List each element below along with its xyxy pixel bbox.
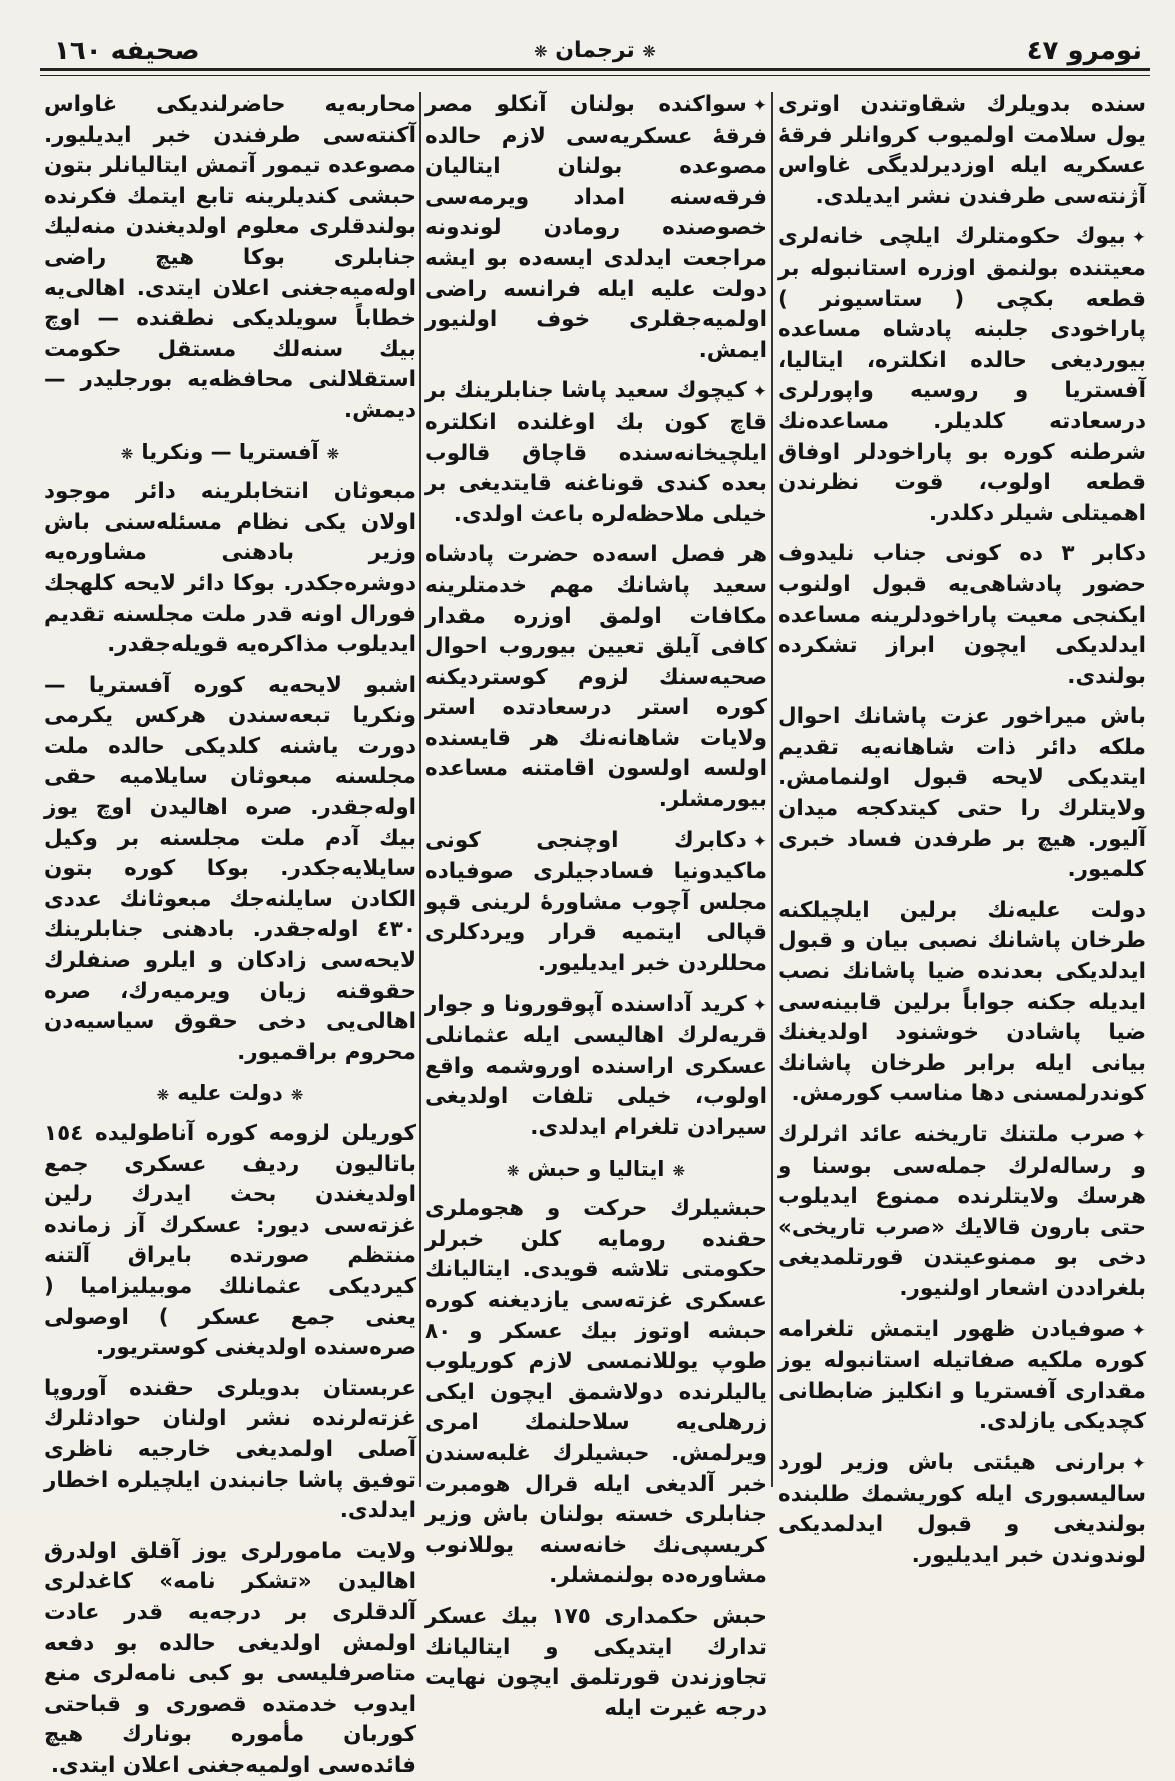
article-text: مبعوثان انتخابلرینه دائر موجود اولان یکی نظام مسئله‌سنی باش وزیر بادهنی مشاوره‌یه دوشره‌جکدر. بوکا دائر لایحه کلهجك فورال اونه قدر ملت مجلسنه تقدیم ایدیلوب مذاکره‌یه قویله‌جقدر. — [44, 479, 416, 658]
article-paragraph — [778, 90, 1146, 212]
column-middle — [425, 90, 767, 1721]
article-text: محاربه‌یه حاضرلندیکی غاواس آکنته‌سی طرفندن خبر ایدیلیور. مصوعده تیمور آتمش ایتالیانلر بتون حبشی کندیلرینه تابع ایتمك فکرنده بولندقلری معلوم اولدیغندن منه‌لیك جنابلری بوکا هیچ راضی اوله‌میه‌جغنی اعلان ایتدی. اهالی‌یه خطاباً سویلدیکی نطقنده — اوچ بیك سنه‌لك مستقل حکومت استقلالنی محافظه‌یه بورجلیدر — دیمش. — [44, 92, 416, 423]
article-text: برارنی هیئتی باش وزیر لورد سالیسبوری ایله کوریشمك طلبنده بولندیغی و قبول ایدلمدیکی لوندوندن خبر ایدیلیور. — [778, 1449, 1146, 1568]
article-text: دکابر ٣ ده کونی جناب نلیدوف حضور پادشاهی‌یه قبول اولنوب ایکنجی معیت پاراخودلرینه مساعده ایدلدیکی ایچون ابراز تشکرده بولندی. — [778, 541, 1146, 689]
article-bullet-icon: ✦ — [1131, 1453, 1146, 1474]
article-paragraph — [778, 222, 1146, 529]
ornament-icon: ❋ — [672, 1161, 686, 1180]
article-text: عربستان بدویلری حقنده آوروپا غزته‌لرنده نشر اولنان حوادثلرك آصلی اولمدیغی خارجیه ناظری توفیق پاشا جانبندن ایلچیلره اخطار ایدلدی. — [44, 1375, 416, 1524]
article-paragraph — [778, 702, 1146, 886]
page-number: صحیفه ١٦٠ — [54, 36, 200, 66]
article-paragraph — [44, 1119, 416, 1364]
article-paragraph — [778, 896, 1146, 1110]
article-paragraph — [778, 539, 1146, 692]
article-paragraph — [425, 376, 767, 530]
newspaper-title-block — [40, 38, 1150, 63]
article-text: دکابرك اوچنجی کونی ماکیدونیا فسادجیلری صوفیاده مجلس آچوب مشاورهٔ لرینی قپو قپالی ایتمیه قرار ویردکلری محللردن خبر ایدیلیور. — [425, 827, 767, 977]
article-bullet-icon: ✦ — [752, 831, 767, 852]
article-paragraph — [425, 540, 767, 815]
column-left — [44, 90, 416, 1778]
article-paragraph — [44, 477, 416, 661]
article-text: کوریلن لزومه کوره آناطولیده ١٥٤ باتالیون ردیف عسکری جمع اولدیغندن بحث ایدرك رلین غزته‌سی دیور: عسکرك آز زمانده منتظم صورتده بایراق آلتنه کیردیکی عثمانلك موبیلیزامیا ( یعنی جمع عسکر ) اوصولی صره‌سنده اولدیغنی کوستریور. — [44, 1121, 416, 1361]
column-divider — [771, 92, 773, 1487]
article-bullet-icon: ✦ — [752, 382, 767, 403]
column-divider — [419, 92, 421, 1487]
article-paragraph — [778, 1120, 1146, 1305]
ornament-icon: ❋ — [156, 1086, 170, 1105]
article-text: کرید آداسنده آپوقورونا و جوار قریه‌لرك اهالیسی ایله عثمانلی عسکری اراسنده اوروشمه واقع اولوب، خیلی تلفات اولدیغی سیرادن تلغرام ایدلدی. — [425, 991, 767, 1140]
article-paragraph — [425, 90, 767, 366]
ornament-icon: ❋ — [506, 1161, 520, 1180]
article-bullet-icon: ✦ — [1131, 1126, 1146, 1146]
section-heading-text: دولت علیه — [177, 1081, 283, 1106]
article-paragraph — [778, 1448, 1146, 1571]
article-paragraph — [425, 990, 767, 1144]
article-text: ولایت مامورلری یوز آقلق اولدرق اهالیدن «تشکر نامه» کاغدلری آلدقلری بر درجه‌یه قدر عادت اولمش اولدیغی حالده بو دفعه متاصرفلیسی بو کبی نامه‌لری منع ایدوب خدمتده قصوری و قباحتی کوربان مأموره بونارك هیچ فائده‌سی اولمیه‌جغنی اعلان ایتدی. — [44, 1538, 416, 1778]
article-text: بیوك حکومتلرك ایلچی خانه‌لری معیتنده بولنمق اوزره استانبوله بر قطعه بکچی ( ستاسیونر ) پاراخودی جلبنه پادشاه مساعده بیوردیغی حالده انکلتره، ایتالیا، آفستریا و روسیه واپورلری درسعادته کلدیلر. مساعده‌نك شرطنه کوره بو پاراخودلر اوفاق قطعه اولوب، قوت نظرندن اهمیتلی شیلر دکلدر. — [778, 224, 1146, 526]
ornament-icon: ❋ — [642, 42, 656, 61]
article-text: سواکنده بولنان آنکلو مصر فرقهٔ عسکریه‌سی لازم حالده مصوعده بولنان ایتالیان فرقه‌سنه امداد ویرمه‌سی خصوصنده رومادن لوندونه مراجعت ایدلدی ایسه‌ده بو ایشه دولت علیه ایله فرانسه راضی اولمیه‌جقلری خوف اولنیور ایمش. — [425, 92, 767, 363]
newspaper-title: ترجمان — [555, 38, 635, 63]
article-text: باش میراخور عزت پاشانك احوال ملکه دائر ذات شاهانه‌یه تقدیم ایتدیکی لایحه قبول اولنمامش. ولایتلرك را حتی کیتدکجه میدان آلیور. هیچ بر طرفدن فساد خبری کلمیور. — [778, 704, 1146, 883]
article-text: کیچوك سعید پاشا جنابلرینك بر قاچ کون بك اوغلنده انکلتره ایلچیخانه‌سنده قاچاق قالوب بعده کندی قوناغنه قایتدیغی بر خیلی ملاحظه‌لره باعث اولدی. — [425, 378, 767, 527]
article-paragraph — [44, 1374, 416, 1527]
article-paragraph — [44, 1537, 416, 1781]
ornament-icon: ❋ — [534, 42, 548, 61]
section-heading-text: آفستریا — ونکریا — [141, 439, 319, 464]
header-rule — [40, 68, 1150, 76]
article-paragraph — [425, 1194, 767, 1592]
article-bullet-icon: ✦ — [1131, 1320, 1146, 1341]
article-text: هر فصل اسه‌ده حضرت پادشاه سعید پاشانك مهم خدمتلرینه مکافات اولمق اوزره مقدار کافی آیلق تعیین بیوروب احوال صحیه‌سنك لزوم کوستردیکنه کوره استر درسعادتده استر ولایات شاهانه‌نك هر قایسنده اولسه اولسون اقامتنه مساعده بیورمشلر. — [425, 542, 767, 813]
section-heading-text: ایتالیا و حبش — [527, 1156, 665, 1181]
ornament-icon: ❋ — [290, 1086, 304, 1105]
article-paragraph — [425, 1602, 767, 1724]
ornament-icon: ❋ — [326, 444, 340, 463]
article-paragraph — [425, 826, 767, 980]
article-text: حبش حکمداری ١٧٥ بیك عسکر تدارك ایتدیکی و ایتالیانك تجاوزندن قورتلمق ایچون نهایت درجه غیرت ایله — [425, 1603, 767, 1721]
section-heading — [425, 1154, 767, 1187]
article-text: دولت علیه‌نك برلین ایلچیلکنه طرخان پاشانك نصبی بیان و قبول ایدلدیکی بعدنده ضیا پاشانك نصب ایدیله جکنه جواباً برلین قابینه‌سی ضیا پاشادن خوشنود اولدیغنك بیانی ایله برابر طرخان پاشانك کوندرلمسنی دها مناسب کورمش. — [778, 897, 1146, 1107]
article-text: حبشیلرك حرکت و هجوملری حقنده رومایه کلن خبرلر حکومتی تلاشه قویدی. ایتالیانك عسکری غزته‌سی یازدیغنه کوره حبشه اوتوز بیك عسکر و ٨٠ طوپ یوللانمسی لازم کوریلوب یالیلرنده دولاشمق ایچون ایکی زرهلی‌یه سلاحلنمك امری ویرلمش. حبشیلرك غلبه‌سندن خبر آلدیغی ایله قرال هومبرت جنابلری خسته بولنان باش وزیر کریسپی‌نك خانه‌سنه یوللانوب مشاوره‌ده بولنمشلر. — [425, 1196, 767, 1589]
article-text: صرب ملتنك تاریخنه عائد اثرلرك و رساله‌لرك جمله‌سی بوسنا و هرسك ولایتلرنده ممنوع ایدیلوب حتی بارون قالایك «صرب تاریخی» دخی بو ممنوعیتدن قورتلمدیغی بلغراددن اشعار اولنیور. — [778, 1122, 1146, 1301]
article-paragraph — [44, 671, 416, 1069]
article-bullet-icon: ✦ — [752, 96, 767, 116]
article-text: صوفیادن ظهور ایتمش تلغرامه کوره ملکیه صفاتیله استانبوله یوز مقداری آفستریا و انکلیز ضابطانی کچدیکی یازلدی. — [778, 1316, 1146, 1435]
article-paragraph — [778, 1315, 1146, 1438]
ornament-icon: ❋ — [120, 444, 134, 463]
article-text: سنده بدویلرك شقاوتندن اوتری یول سلامت اولمیوب کروانلر فرقهٔ عسکریه ایله اوزدیرلدیگی غاواس آژنته‌سی طرفندن نشر ایدیلدی. — [778, 92, 1146, 209]
article-bullet-icon: ✦ — [1131, 228, 1146, 249]
article-text: اشبو لایحه‌یه کوره آفستریا — ونکریا تبعه‌سندن هرکس یکرمی دورت یاشنه کلدیکی حالده ملت مجلسنه مبعوثان سایلامیه حقی اوله‌جقدر. صره اهالیدن اوچ یوز بیك آدم ملت مجلسنه بر وکیل سایلایه‌جکدر. بوکا کوره بتون الکادن سایلنه‌جك مبعوثانك عددی ٤٣٠ اوله‌جقدر. بادهنی جنابلرینك لایحه‌سی زادکان و ایلرو صنفلرك حقوقنه زیان ویرمیه‌رك، صره اهالی‌یی دخی حقوق سیاسیه‌دن محروم براقمیور. — [44, 672, 416, 1065]
column-right — [778, 90, 1146, 1568]
section-heading — [44, 437, 416, 470]
section-heading — [44, 1078, 416, 1111]
issue-number: نومرو ٤٧ — [1026, 36, 1142, 66]
article-bullet-icon: ✦ — [752, 995, 767, 1016]
article-paragraph — [44, 90, 416, 427]
